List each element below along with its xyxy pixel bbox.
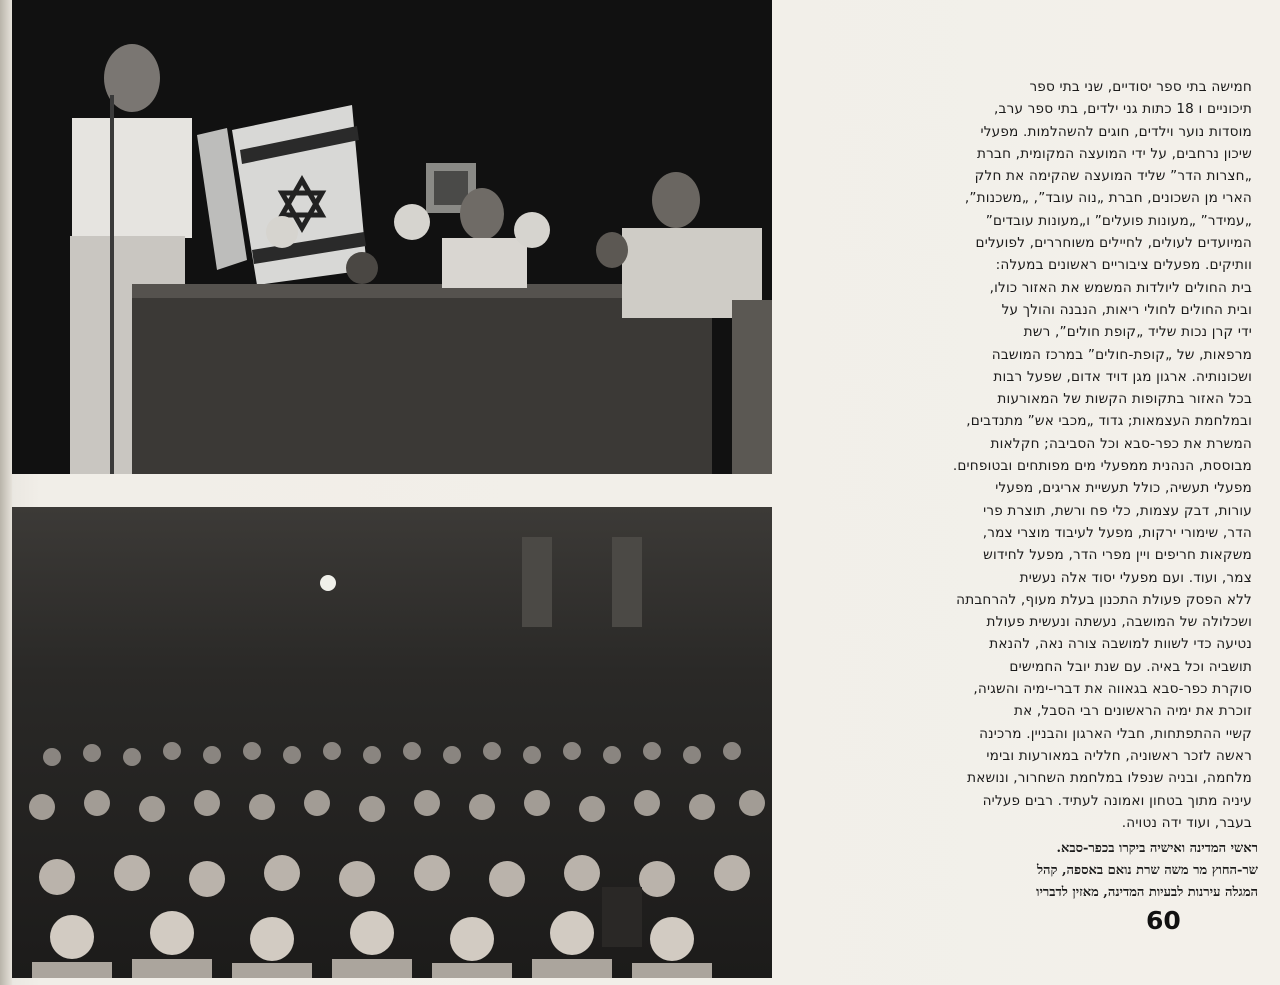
body-line: ראשה לזכר ראשוניה, חלליה במאורעות ובימי — [986, 747, 1252, 764]
body-line: מפעלי תעשיה, כולל תעשיית אריגים, מפעלי — [995, 480, 1252, 497]
body-line: המשרת את כפר-סבא וכל הסביבה; חקלאות — [990, 435, 1252, 452]
body-line: „עמידר” „מעונות פועלים” ו„מעונות עובדים” — [985, 212, 1252, 229]
body-line: תיכוניים ו 18 כתות גני ילדים, בתי ספר ערב, — [994, 101, 1252, 118]
body-line: מוסדות נוער וילדים, חוגים להשהלמות. מפעלי — [980, 123, 1252, 140]
audience-photo-image — [12, 507, 772, 978]
body-line: הדר, שימורי ירקות, מפעל לעיבוד מוצרי צמר, — [982, 524, 1252, 541]
caption-line: שר-החוץ מר משה שרת נואם באספה, קהל — [1036, 863, 1258, 878]
body-line: חמישה בתי ספר יסודיים, שני בתי ספר — [1029, 79, 1252, 95]
caption-line: המגלה עירנות לבעיות המדינה, מאזין לדבריו — [1036, 885, 1258, 900]
body-line: מלחמה, ובניה שנפלו במלחמת השחרור, ונושאת — [967, 770, 1252, 787]
body-line: קשיי ההתפתחות, חבלי הארגון והבניין. מרכינה — [979, 725, 1252, 742]
body-line: הארי מן השכונים, חברת „נוה עובד”, „משכנות”, — [964, 190, 1252, 207]
body-line: מרפאות, של „קופת-חולים” במרכז המושבה — [991, 346, 1252, 363]
body-line: מבוססת, הנהנית ממפעלי מים מפותחים ובטופחים. — [952, 458, 1252, 475]
photo-speaker-at-podium — [12, 0, 772, 474]
speaker-photo-image — [12, 0, 772, 474]
body-line: „חצרות הדר” שליד המועצה שהקימה את חלק — [974, 168, 1252, 185]
body-line: בית החולים ליולדות המשמש את האזור כולו, — [989, 279, 1252, 296]
body-line: ידי קרן נכות שליד „קופת חולים”, רשת — [1023, 324, 1252, 341]
photo-audience-hall — [12, 507, 772, 978]
body-line: נטיעה כדי לשוות למושבה צורה נאה, להנאת — [989, 636, 1252, 653]
body-line: זוכרת את ימיה הראשונים רבי הסבל, את — [1013, 703, 1252, 720]
body-line: ובית החולים לחולי ריאות, הנבנה והולך על — [1001, 301, 1252, 318]
book-spine — [0, 0, 12, 985]
body-line: וותיקים. מפעלים ציבוריים ראשונים במעלה: — [995, 257, 1252, 274]
body-line: תושביה וכל באיה. עם שנת יובל החמישים — [1009, 658, 1252, 675]
body-line: בעבר, ועוד ידה נטויה. — [1121, 814, 1252, 831]
body-line: ללא הפסק פעולת התכנון בעלת מעוף, להרחבתה — [956, 591, 1252, 608]
body-line: ושכונותיה. ארגון מגן דויד אדום, שפעל רבות — [993, 368, 1252, 385]
article-body-text — [820, 76, 1252, 834]
body-line: שיכון נרחבים, על ידי המועצה המקומית, חברת — [977, 145, 1252, 162]
body-line: ובמלחמת העצמאות; גדוד „מכבי אש” מתנדבים, — [966, 413, 1252, 430]
photo-caption — [820, 838, 1258, 904]
body-line: סוקרת כפר-סבא בגאווה את דברי-ימיה והשגיה, — [973, 681, 1252, 698]
body-line: המיועדים לעולים, לחיילים משוחררים, לפועלים — [975, 235, 1252, 252]
caption-line: ראשי המדינה ואישיה ביקרו בכפר-סבא. — [1056, 841, 1258, 856]
body-line: עורות, דבק עצמות, כלי פח ורשת, תוצרת פרי — [983, 502, 1252, 519]
body-line: עיניה מתוך בטחון ואמונה לעתיד. רבים פעליה — [982, 792, 1252, 809]
page-number: 60 — [1146, 906, 1181, 935]
body-line: ושכלולה של המושבה, נעשתה ונעשית פעולת — [986, 614, 1252, 631]
body-line: צמר, ועוד. ועם מפעלי יסוד אלה נעשית — [1019, 569, 1252, 586]
body-line: משקאות חריפים ויין מפרי הדר, מפעל לחידוש — [983, 547, 1252, 564]
body-line: בכל האזור בתקופות הקשות של המאורעות — [997, 391, 1252, 408]
